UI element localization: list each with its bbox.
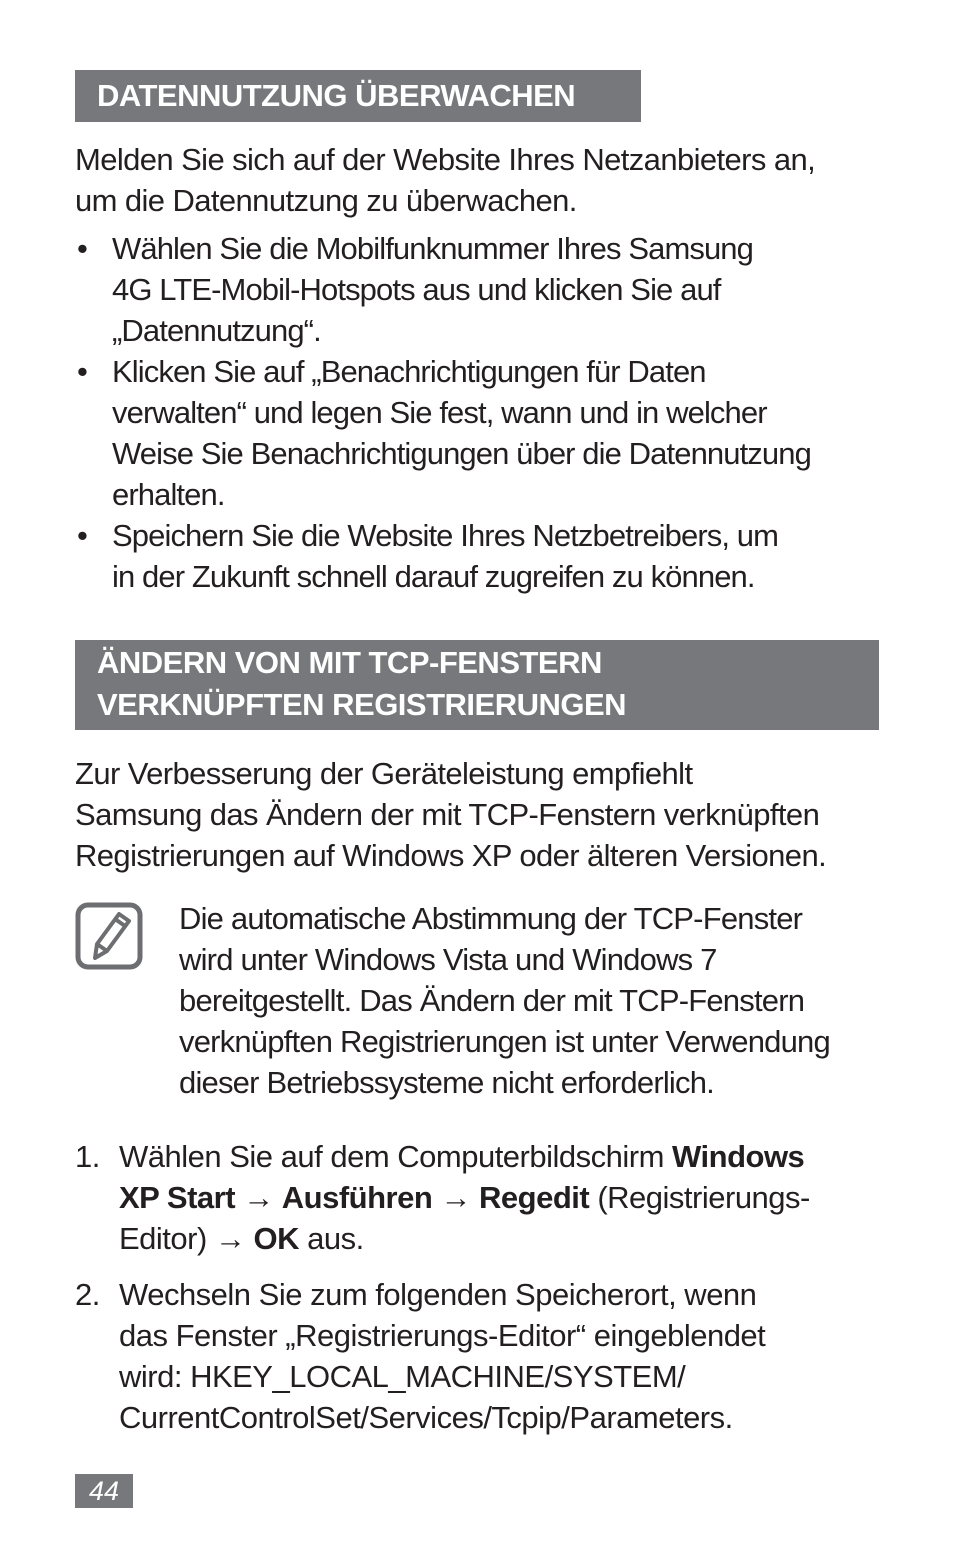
section2-intro: Zur Verbesserung der Geräteleistung empfiehlt Samsung das Ändern der mit TCP-Fenstern verknüpften Registrierungen auf Windows XP oder älteren Versionen.	[75, 756, 827, 873]
ui-path-ok: OK	[253, 1221, 300, 1256]
list-item: • Speichern Sie die Website Ihres Netzbetreibers, um in der Zukunft schnell darauf zugreifen zu können.	[75, 515, 895, 597]
arrow-icon: →	[243, 1180, 274, 1215]
note-pencil-icon	[75, 902, 143, 970]
arrow-icon: →	[440, 1180, 471, 1215]
section-heading-data-usage: DATENNUTZUNG ÜBERWACHEN	[75, 70, 641, 122]
bullet-icon: •	[77, 518, 87, 553]
list-item: • Klicken Sie auf „Benachrichtigungen für Daten verwalten“ und legen Sie fest, wann und in welcher Weise Sie Benachrichtigungen über die Datennutzung erhalten.	[75, 351, 895, 515]
bullet-icon: •	[77, 231, 87, 266]
section1-intro: Melden Sie sich auf der Website Ihres Netzanbieters an, um die Datennutzung zu überwachen.	[75, 142, 816, 218]
list-item: • Wählen Sie die Mobilfunknummer Ihres Samsung 4G LTE-Mobil-Hotspots aus und klicken Sie auf „Datennutzung“.	[75, 228, 895, 351]
note-box	[75, 898, 895, 1103]
ui-path-ausfuehren: Ausführen	[281, 1180, 433, 1215]
step-list	[75, 1136, 895, 1438]
step-item: 1. Wählen Sie auf dem Computerbildschirm Windows XP Start → Ausführen → Regedit (Registrierungs- Editor) → OK aus.	[75, 1136, 895, 1259]
step-number: 1.	[75, 1139, 100, 1174]
ui-path-xp-start: XP Start	[119, 1180, 236, 1215]
step-number: 2.	[75, 1277, 100, 1312]
ui-path-windows: Windows	[672, 1139, 805, 1174]
bullet-list	[75, 228, 895, 597]
manual-page	[75, 70, 895, 1453]
section-heading-tcp-registry: ÄNDERN VON MIT TCP-FENSTERN VERKNÜPFTEN REGISTRIERUNGEN	[75, 640, 879, 730]
step-item: 2. Wechseln Sie zum folgenden Speicherort, wenn das Fenster „Registrierungs-Editor“ eingeblendet wird: HKEY_LOCAL_MACHINE/SYSTEM/ CurrentControlSet/Services/Tcpip/Parameters.	[75, 1274, 895, 1438]
arrow-icon: →	[214, 1221, 246, 1256]
ui-path-regedit: Regedit	[479, 1180, 590, 1215]
bullet-icon: •	[77, 354, 87, 389]
page-number: 44	[75, 1474, 133, 1508]
note-text: Die automatische Abstimmung der TCP-Fenster wird unter Windows Vista und Windows 7 bereitgestellt. Das Ändern der mit TCP-Fenstern verknüpften Registrierungen ist unter Verwendung dieser Betriebssysteme nicht erforderlich.	[179, 901, 830, 1100]
